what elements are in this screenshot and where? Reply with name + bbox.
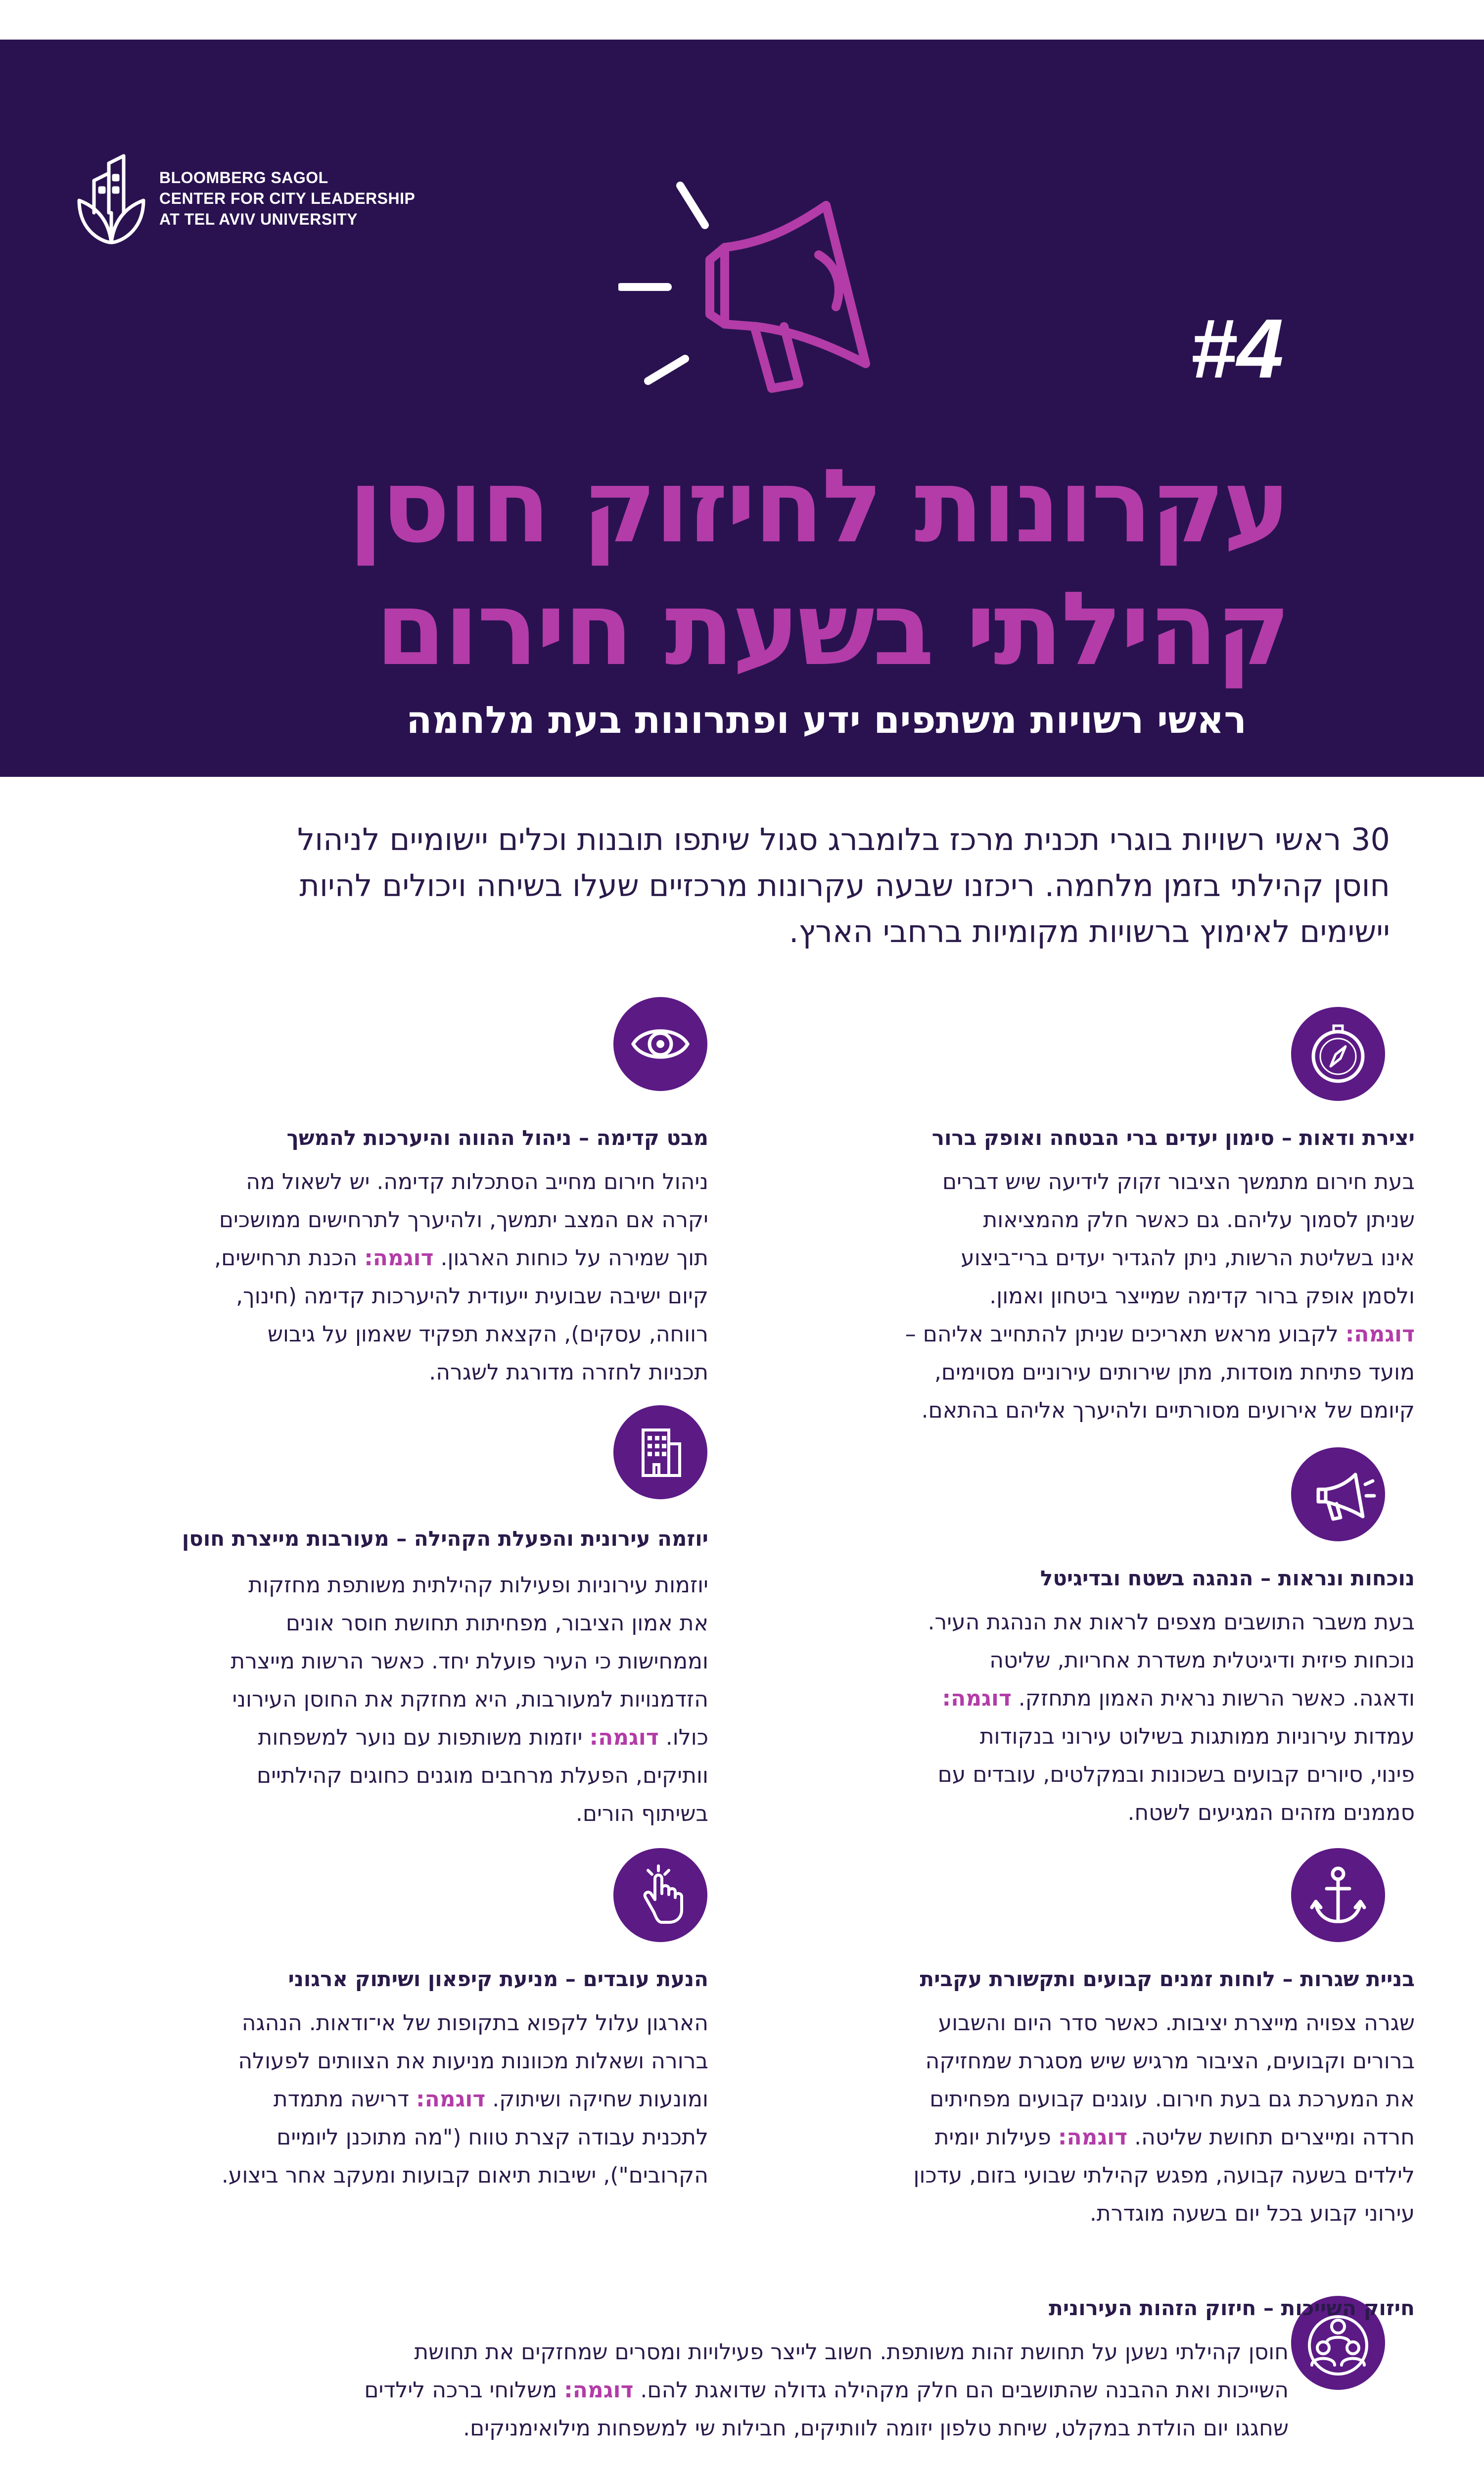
card-title: בניית שגרות – לוחות זמנים קבועים ותקשורת עקבית [920,1967,1415,1991]
card-body-line: וותיקים, הפעלת מרחבים מוגנים כחוגים קהילתיים [257,1763,708,1788]
card-body-line: קיומם של אירועים מסורתיים ולהיערך אליהם בהתאם. [921,1398,1415,1423]
title-line: קהילתי בשעת חירום [375,571,1289,688]
example-label: דוגמה: [942,1686,1012,1711]
org-name-line: BLOOMBERG SAGOL [159,169,328,187]
eye-icon [613,997,707,1091]
example-label: דוגמה: [1345,1322,1415,1347]
card-body-line: הזדמנויות למעורבות, היא מחזקת את החוסן העירוני [232,1687,708,1712]
card-body-line: רווחה, עסקים), הקצאת תפקיד שאמון על גיבוש [267,1322,708,1347]
card-body-line: ניהול חירום מחייב הסתכלות קדימה. יש לשאול מה [246,1169,708,1194]
card-body-line: הארגון עלול לקפוא בתקופות של אי־ודאות. הנהגה [241,2010,708,2036]
card-body-line: חוסן קהילתי נשען על תחושת זהות משותפת. חשוב לייצר פעילויות ומסרים שמחזקים את תחושת [414,2339,1289,2365]
card-body-line: ומונעות שחיקה ושיתוק. דוגמה: דרישה מתמדת [273,2087,708,2112]
example-label: דוגמה: [564,2378,634,2403]
card-body-line: לילדים בשעה קבועה, מפגש קהילתי שבועי בזום, עדכון [913,2163,1415,2188]
intro-paragraph [94,816,1390,954]
card-body-line: אינו בשליטת הרשות, ניתן להגדיר יעדים ברי־ביצוע [961,1245,1415,1271]
card-body-line: קיום ישיבה שבועית ייעודית להיערכות קדימה (חינוך, [236,1284,708,1309]
org-name-line: CENTER FOR CITY LEADERSHIP [159,190,416,207]
compass-icon [1291,1007,1385,1101]
card-body-line: עמדות עירוניות ממותגות בשילוט עירוני בנקודות [979,1724,1415,1749]
card-body-line: בשיתוף הורים. [575,1801,708,1826]
card-body-line: השייכות ואת ההבנה שהתושבים הם חלק מקהילה גדולה שדואגת להם. דוגמה: משלוחי ברכה לילדים [364,2378,1289,2403]
building-icon [613,1405,707,1499]
header-banner [0,40,1484,777]
card-body [70,2004,708,2194]
card-body [777,1603,1415,1832]
org-name-line: AT TEL AVIV UNIVERSITY [159,210,358,228]
card-title: יצירת ודאות – סימון יעדים ברי הבטחה ואופק ברור [931,1126,1415,1150]
card-body [88,1163,708,1391]
example-label: דוגמה: [364,1245,434,1271]
page-subtitle: ראשי רשויות משתפים ידע ופתרונות בעת מלחמה [406,698,1247,742]
org-name [159,167,415,230]
card-body-line: ברורים וקבועים, הציבור מרגיש שיש מסגרת שמחזיקה [925,2048,1415,2074]
megaphone-icon [618,173,876,411]
card-body-line: שגרה צפויה מייצרת יציבות. כאשר סדר היום והשבוע [938,2010,1415,2036]
card-body-line: כולו. דוגמה: יוזמות משותפות עם נוער למשפחות [258,1725,708,1750]
card-body [67,2333,1289,2447]
anchor-icon [1291,1848,1385,1942]
card-title: מבט קדימה – ניהול ההווה והיערכות להמשך [286,1126,708,1150]
card-body-line: דוגמה: לקבוע מראש תאריכים שניתן להתחייב אליהם – [905,1322,1415,1347]
intro-line: חוסן קהילתי בזמן מלחמה. ריכזנו שבעה עקרונות מרכזיים שעלו בשיחה ויכולים להיות [299,867,1390,904]
card-body-line: חרדה ומייצרים תחושת שליטה. דוגמה: פעילות יומית [934,2125,1415,2150]
card-body-line: תוך שמירה על כוחות הארגון. דוגמה: הכנת תרחישים, [214,1245,708,1271]
title-line: עקרונות לחיזוק חוסן [348,448,1289,566]
card-title: יוזמה עירונית והפעלת הקהילה – מעורבות מייצרת חוסן [182,1526,708,1551]
card-body-line: ודאגה. כאשר הרשות נראית האמון מתחזק. דוגמה: [942,1686,1415,1711]
card-body-line: נוכחות פיזית ודיגיטלית משדרת אחריות, שליטה [989,1648,1415,1673]
page-title [348,445,1289,691]
card-body-line: את המערכת גם בעת חירום. עוגנים קבועים מפחיתים [929,2087,1415,2112]
card-title: חיזוק השייכות – חיזוק הזהות העירונית [1049,2296,1415,2320]
card-body-line: הקרובים"), ישיבות תיאום קבועות ומעקב אחר ביצוע. [221,2163,708,2188]
card-body-line: ולסמן אופק ברור קדימה שמייצר ביטחון ואמון. [989,1284,1415,1309]
touch-hand-icon [613,1848,707,1942]
card-body-line: פינוי, סיורים קבועים בשכונות ובמקלטים, עובדים עם [937,1762,1415,1787]
card-body-line: שחגגו יום הולדת במקלט, שיחת טלפון יזומה לוותיקים, חבילות שי למשפחות מילואימניקים. [463,2416,1289,2441]
example-label: דוגמה: [1058,2125,1128,2150]
example-label: דוגמה: [416,2087,486,2112]
card-body-line: בעת חירום מתמשך הציבור זקוק לידיעה שיש דברים [942,1169,1415,1194]
intro-line: יישימים לאימוץ ברשויות מקומיות ברחבי הארץ. [788,913,1390,950]
card-body [777,1163,1415,1429]
card-body-line: עירוני קבוע בכל יום בשעה מוגדרת. [1089,2201,1415,2226]
card-body-line: מועד פתיחת מוסדות, מתן שירותים עירוניים מסוימים, [934,1360,1415,1385]
card-title: הנעת עובדים – מניעת קיפאון ושיתוק ארגוני [288,1967,708,1991]
card-body-line: וממחישות כי העיר פועלת יחד. כאשר הרשות מייצרת [231,1649,708,1674]
card-body [777,2004,1415,2233]
principle-number: #4 [1190,302,1284,396]
card-body [70,1566,708,1833]
card-body-line: יקרה אם המצב יתמשך, ולהיערך לתרחישים ממושכים [219,1207,708,1233]
card-body-line: לתכנית עבודה קצרת טווח ("מה מתוכנן ליומיים [277,2125,708,2150]
card-title: נוכחות ונראות – הנהגה בשטח ובדיגיטל [1040,1566,1415,1590]
card-body-line: שניתן לסמוך עליהם. גם כאשר חלק מהמציאות [983,1207,1415,1233]
card-body-line: סממנים מזהים המגיעים לשטח. [1127,1800,1415,1825]
card-body-line: תכניות לחזרה מדורגת לשגרה. [429,1360,708,1385]
card-body-line: את אמון הציבור, מפחיתות תחושת חוסר אונים [285,1611,708,1636]
city-leaf-logo-icon [74,153,148,247]
card-body-line: בעת משבר התושבים מצפים לראות את הנהגת העיר. [928,1610,1415,1635]
megaphone-icon [1291,1447,1385,1541]
card-body-line: ברורה ושאלות מכוונות מניעות את הצוותים לפעולה [238,2048,708,2074]
card-body-line: יוזמות עירוניות ופעילות קהילתית משותפת מחזקות [248,1572,708,1598]
example-label: דוגמה: [589,1725,659,1750]
intro-line: 30 ראשי רשויות בוגרי תכנית מרכז בלומברג סגול שיתפו תובנות וכלים יישומיים לניהול [297,821,1390,857]
